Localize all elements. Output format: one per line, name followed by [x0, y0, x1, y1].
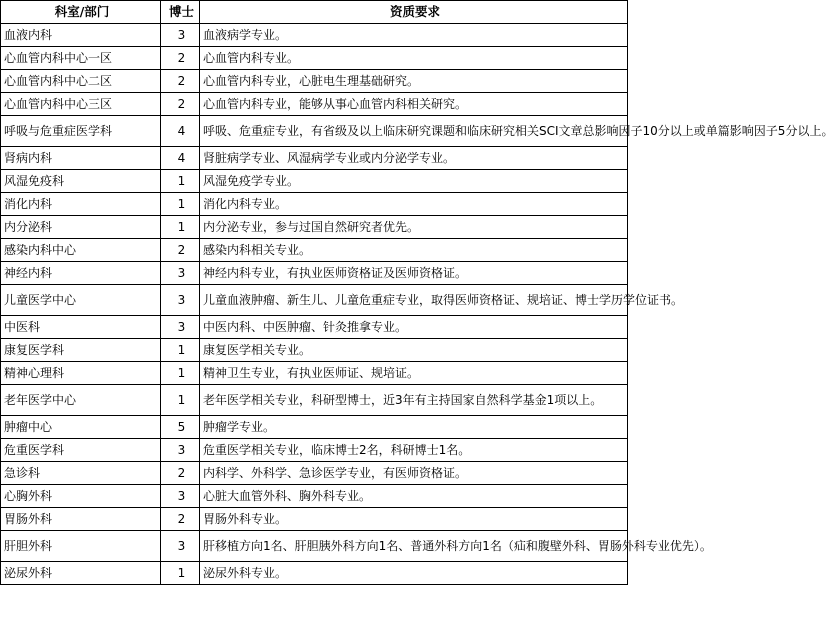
requirement-cell: 感染内科相关专业。 — [200, 239, 628, 262]
requirement-cell: 心脏大血管外科、胸外科专业。 — [200, 485, 628, 508]
table-row — [1, 170, 628, 193]
table-row — [1, 562, 628, 585]
dept-cell: 肿瘤中心 — [1, 416, 161, 439]
phd-count-cell: 3 — [161, 439, 200, 462]
phd-count-cell: 2 — [161, 70, 200, 93]
table-row — [1, 462, 628, 485]
table-row — [1, 47, 628, 70]
phd-count-cell: 2 — [161, 93, 200, 116]
phd-count-cell: 3 — [161, 262, 200, 285]
requirement-cell: 呼吸、危重症专业，有省级及以上临床研究课题和临床研究相关SCI文章总影响因子10分以上或单篇影响因子5分以上。 — [200, 116, 628, 147]
table-row — [1, 239, 628, 262]
table-row — [1, 485, 628, 508]
requirement-cell: 儿童血液肿瘤、新生儿、儿童危重症专业，取得医师资格证、规培证、博士学历学位证书。 — [200, 285, 628, 316]
dept-cell: 消化内科 — [1, 193, 161, 216]
phd-count-cell: 3 — [161, 285, 200, 316]
dept-cell: 风湿免疫科 — [1, 170, 161, 193]
table-row — [1, 147, 628, 170]
requirement-cell: 风湿免疫学专业。 — [200, 170, 628, 193]
requirement-cell: 内分泌专业，参与过国自然研究者优先。 — [200, 216, 628, 239]
phd-count-cell: 2 — [161, 508, 200, 531]
phd-count-cell: 3 — [161, 531, 200, 562]
requirement-cell: 肾脏病学专业、风湿病学专业或内分泌学专业。 — [200, 147, 628, 170]
phd-count-cell: 4 — [161, 147, 200, 170]
dept-cell: 神经内科 — [1, 262, 161, 285]
table-row — [1, 385, 628, 416]
phd-count-cell: 2 — [161, 462, 200, 485]
table-row — [1, 439, 628, 462]
phd-count-cell: 1 — [161, 385, 200, 416]
dept-cell: 肾病内科 — [1, 147, 161, 170]
requirement-cell: 内科学、外科学、急诊医学专业，有医师资格证。 — [200, 462, 628, 485]
phd-count-cell: 4 — [161, 116, 200, 147]
phd-count-cell: 5 — [161, 416, 200, 439]
table-row — [1, 508, 628, 531]
dept-cell: 感染内科中心 — [1, 239, 161, 262]
dept-cell: 危重医学科 — [1, 439, 161, 462]
dept-cell: 中医科 — [1, 316, 161, 339]
requirement-cell: 泌尿外科专业。 — [200, 562, 628, 585]
dept-cell: 心血管内科中心一区 — [1, 47, 161, 70]
phd-count-cell: 3 — [161, 485, 200, 508]
dept-cell: 内分泌科 — [1, 216, 161, 239]
header-row — [1, 1, 628, 24]
header-phd: 博士 — [161, 1, 200, 24]
requirement-cell: 危重医学相关专业，临床博士2名，科研博士1名。 — [200, 439, 628, 462]
dept-cell: 呼吸与危重症医学科 — [1, 116, 161, 147]
table-row — [1, 416, 628, 439]
header-dept: 科室/部门 — [1, 1, 161, 24]
requirement-cell: 心血管内科专业。 — [200, 47, 628, 70]
table-row — [1, 216, 628, 239]
requirement-cell: 中医内科、中医肿瘤、针灸推拿专业。 — [200, 316, 628, 339]
table-row — [1, 316, 628, 339]
requirement-cell: 心血管内科专业，心脏电生理基础研究。 — [200, 70, 628, 93]
dept-cell: 血液内科 — [1, 24, 161, 47]
dept-cell: 胃肠外科 — [1, 508, 161, 531]
table-row — [1, 262, 628, 285]
phd-count-cell: 1 — [161, 193, 200, 216]
dept-cell: 康复医学科 — [1, 339, 161, 362]
phd-count-cell: 1 — [161, 170, 200, 193]
table-row — [1, 70, 628, 93]
phd-count-cell: 2 — [161, 47, 200, 70]
requirement-cell: 心血管内科专业，能够从事心血管内科相关研究。 — [200, 93, 628, 116]
dept-cell: 心血管内科中心三区 — [1, 93, 161, 116]
table-row — [1, 93, 628, 116]
dept-cell: 心胸外科 — [1, 485, 161, 508]
dept-cell: 急诊科 — [1, 462, 161, 485]
phd-count-cell: 2 — [161, 239, 200, 262]
table-row — [1, 193, 628, 216]
table-row — [1, 285, 628, 316]
phd-count-cell: 1 — [161, 339, 200, 362]
requirement-cell: 神经内科专业，有执业医师资格证及医师资格证。 — [200, 262, 628, 285]
requirement-cell: 肝移植方向1名、肝胆胰外科方向1名、普通外科方向1名（疝和腹壁外科、胃肠外科专业优先）。 — [200, 531, 628, 562]
dept-cell: 老年医学中心 — [1, 385, 161, 416]
requirement-cell: 肿瘤学专业。 — [200, 416, 628, 439]
table-row — [1, 339, 628, 362]
dept-cell: 心血管内科中心二区 — [1, 70, 161, 93]
requirement-cell: 消化内科专业。 — [200, 193, 628, 216]
phd-count-cell: 3 — [161, 24, 200, 47]
phd-count-cell: 1 — [161, 562, 200, 585]
dept-cell: 泌尿外科 — [1, 562, 161, 585]
dept-cell: 儿童医学中心 — [1, 285, 161, 316]
table-row — [1, 362, 628, 385]
table-row — [1, 116, 628, 147]
requirement-cell: 康复医学相关专业。 — [200, 339, 628, 362]
table-row — [1, 531, 628, 562]
dept-cell: 肝胆外科 — [1, 531, 161, 562]
table-body — [1, 24, 833, 585]
requirement-cell: 胃肠外科专业。 — [200, 508, 628, 531]
table-row — [1, 24, 628, 47]
phd-count-cell: 3 — [161, 316, 200, 339]
phd-count-cell: 1 — [161, 362, 200, 385]
phd-count-cell: 1 — [161, 216, 200, 239]
header-req: 资质要求 — [200, 1, 628, 24]
dept-cell: 精神心理科 — [1, 362, 161, 385]
requirement-cell: 血液病学专业。 — [200, 24, 628, 47]
requirement-cell: 精神卫生专业，有执业医师证、规培证。 — [200, 362, 628, 385]
requirement-cell: 老年医学相关专业，科研型博士，近3年有主持国家自然科学基金1项以上。 — [200, 385, 628, 416]
